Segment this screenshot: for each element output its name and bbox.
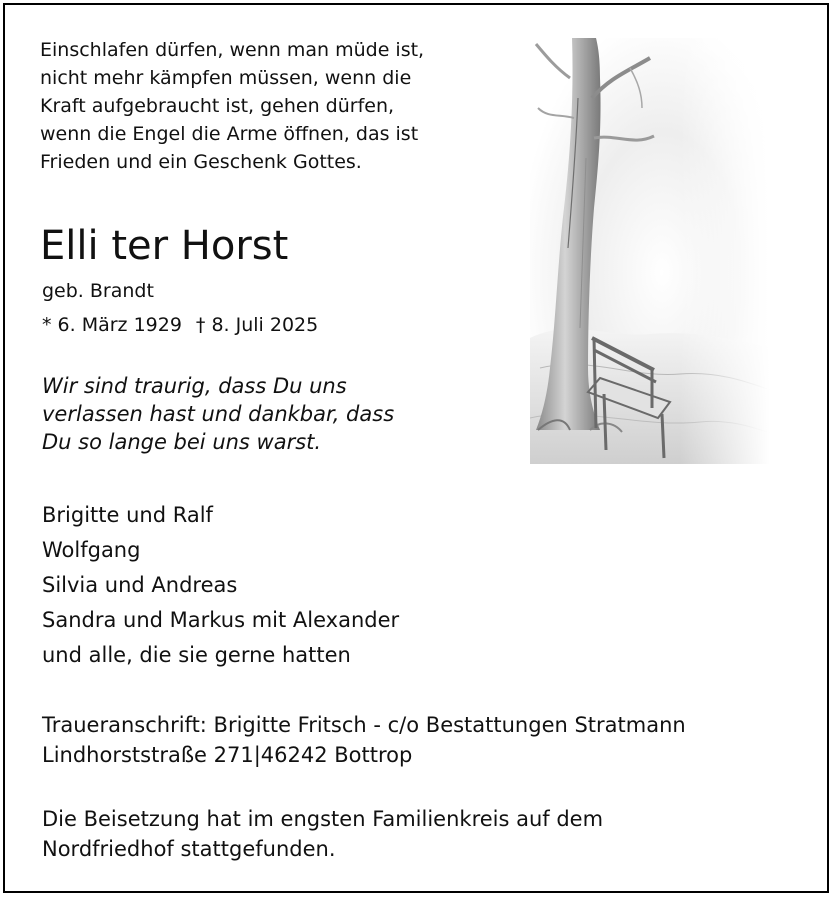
tree-and-bench-illustration (530, 38, 770, 464)
mourner-entry: und alle, die sie gerne hatten (42, 643, 351, 667)
poem-line: wenn die Engel die Arme öffnen, das ist (40, 123, 419, 145)
address-line: Traueranschrift: Brigitte Fritsch - c/o Bestattungen Stratmann (42, 713, 686, 737)
notice-line: Die Beisetzung hat im engsten Familienkreis auf dem (42, 807, 604, 831)
burial-notice (42, 804, 603, 864)
birth-date: * 6. März 1929 (42, 314, 182, 336)
deceased-name: Elli ter Horst (40, 223, 289, 269)
poem-line: nicht mehr kämpfen müssen, wenn die (40, 67, 412, 89)
poem-line: Frieden und ein Geschenk Gottes. (40, 151, 362, 173)
notice-line: Nordfriedhof stattgefunden. (42, 837, 336, 861)
birth-name: geb. Brandt (42, 280, 154, 302)
memorial-quote (42, 372, 394, 456)
quote-line: Wir sind traurig, dass Du uns (42, 374, 347, 398)
poem (40, 36, 424, 176)
poem-line: Einschlafen dürfen, wenn man müde ist, (40, 39, 425, 61)
mourner-entry: Silvia und Andreas (42, 573, 238, 597)
death-date: † 8. Juli 2025 (195, 314, 319, 336)
mourners-list (42, 498, 399, 673)
mourner-entry: Sandra und Markus mit Alexander (42, 608, 400, 632)
mourner-entry: Wolfgang (42, 538, 141, 562)
mourning-address (42, 710, 686, 770)
mourner-entry: Brigitte und Ralf (42, 503, 213, 527)
poem-line: Kraft aufgebraucht ist, gehen dürfen, (40, 95, 395, 117)
life-dates (42, 312, 318, 338)
quote-line: Du so lange bei uns warst. (42, 430, 322, 454)
address-line: Lindhorststraße 271|46242 Bottrop (42, 743, 413, 767)
quote-line: verlassen hast und dankbar, dass (42, 402, 395, 426)
